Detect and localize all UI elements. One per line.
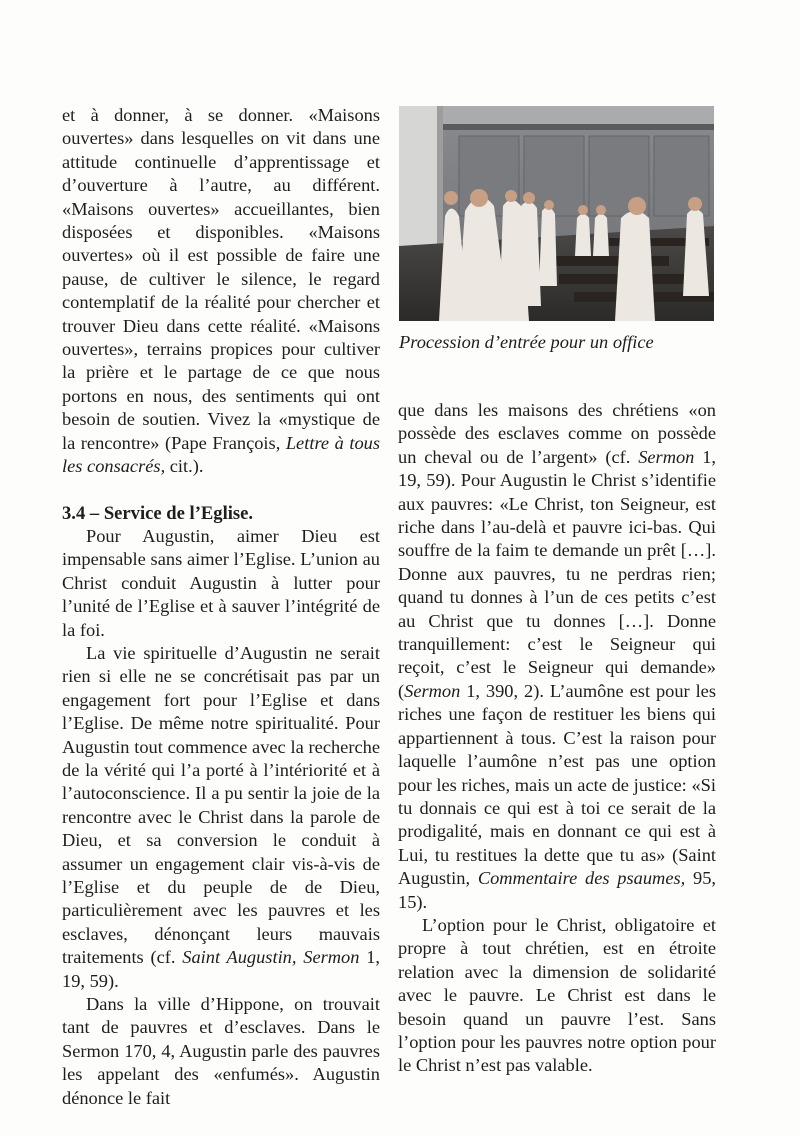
section-heading: 3.4 – Service de l’Eglise. xyxy=(62,502,254,524)
paragraph-esclaves: que dans les maisons des chrétiens «on possède des esclaves comme on possède un cheval ou de l’argent» (cf. Sermon 1, 19, 59). Pour Augustin le Christ s’identifie aux pauvres: «Le Christ, ton Seigneur, est riche dans l’au-delà et pauvre ici-bas. Qui souffre de la faim te demande un prêt […]. Donne aux pauvres, tu ne perdras rien; quand tu donnes à l’un de ces petits c’est au Christ que tu donnes […]. Donne tranquillement: c’est le Seigneur qui reçoit, c’est le Seigneur qui demande» (Sermon 1, 390, 2). L’aumône est pour les riches une façon de restituer les biens qui appartiennent à tous. C’est la raison pour laquelle l’aumône n’est pas une option pour les riches, mais un acte de justice: «Si tu donnais ce qui est à toi ce serait de la prodigalité, mais en donnant ce qui est à Lui, tu restitues la dette que tu as» (Saint Augustin, Commentaire des psaumes, 95, 15). xyxy=(398,400,716,912)
photo-caption: Procession d’entrée pour un office xyxy=(399,332,654,352)
paragraph-vie-spirituelle: La vie spirituelle d’Augustin ne serait rien si elle ne se concrétisait pas par un engagement fort pour l’Eglise et dans l’Eglise. De même notre spiritualité. Pour Augustin tout commence avec la recherche de la vérité qui l’a porté à l’intériorité et à l’autoconscience. Il a pu sentir la joie de la rencontre avec le Christ dans la parole de Dieu, et sa conversion le conduit à assumer un engagement clair vis-à-vis de l’Eglise et du peuple de de Dieu, particulièrement avec les pauvres et les esclaves, dénonçant leurs mauvais traitements (cf. Saint Augustin, Sermon 1, 19, 59). xyxy=(62,642,380,991)
procession-photo-illustration xyxy=(399,106,714,321)
right-column xyxy=(398,399,716,1078)
left-column xyxy=(62,104,380,1110)
paragraph-hippone: Dans la ville d’Hippone, on trouvait tant de pauvres et d’esclaves. Dans le Sermon 170, 4, Augustin parle des pauvres les appelant des «enfumés». Augustin dénonce le fait xyxy=(62,994,380,1108)
paragraph-aimer-dieu: Pour Augustin, aimer Dieu est impensable sans aimer l’Eglise. L’union au Christ conduit Augustin à lutter pour l’unité de l’Eglise et à sauver l’intégrité de la foi. xyxy=(62,525,380,640)
paragraph-maisons-ouvertes: et à donner, à se donner. «Maisons ouvertes» dans lesquelles on vit dans une attitude continuelle d’apprentissage et d’ouverture à l’autre, au différent. «Maisons ouvertes» accueillantes, bien disposées et disponibles. «Maisons ouvertes» où il est possible de faire une pause, de cultiver le silence, le regard contemplatif de la réalité pour chercher et trouver Dieu dans cette réalité. «Maisons ouvertes», terrains propices pour cultiver la prière et le partage de ce que nous portons en nous, des sentiments qui ont besoin de soutien. Vivez la «mystique de la rencontre» (Pape François, Lettre à tous les consacrés, cit.). xyxy=(62,105,380,477)
procession-photo xyxy=(399,106,714,321)
paragraph-option-pour-le-christ: L’option pour le Christ, obligatoire et propre à tout chrétien, est en étroite relation avec la dimension de solidarité avec le pauvre. Le Christ est dans le besoin quand un pauvre l’est. Sans l’option pour les pauvres notre option pour le Christ n’est pas valable. xyxy=(398,914,716,1076)
